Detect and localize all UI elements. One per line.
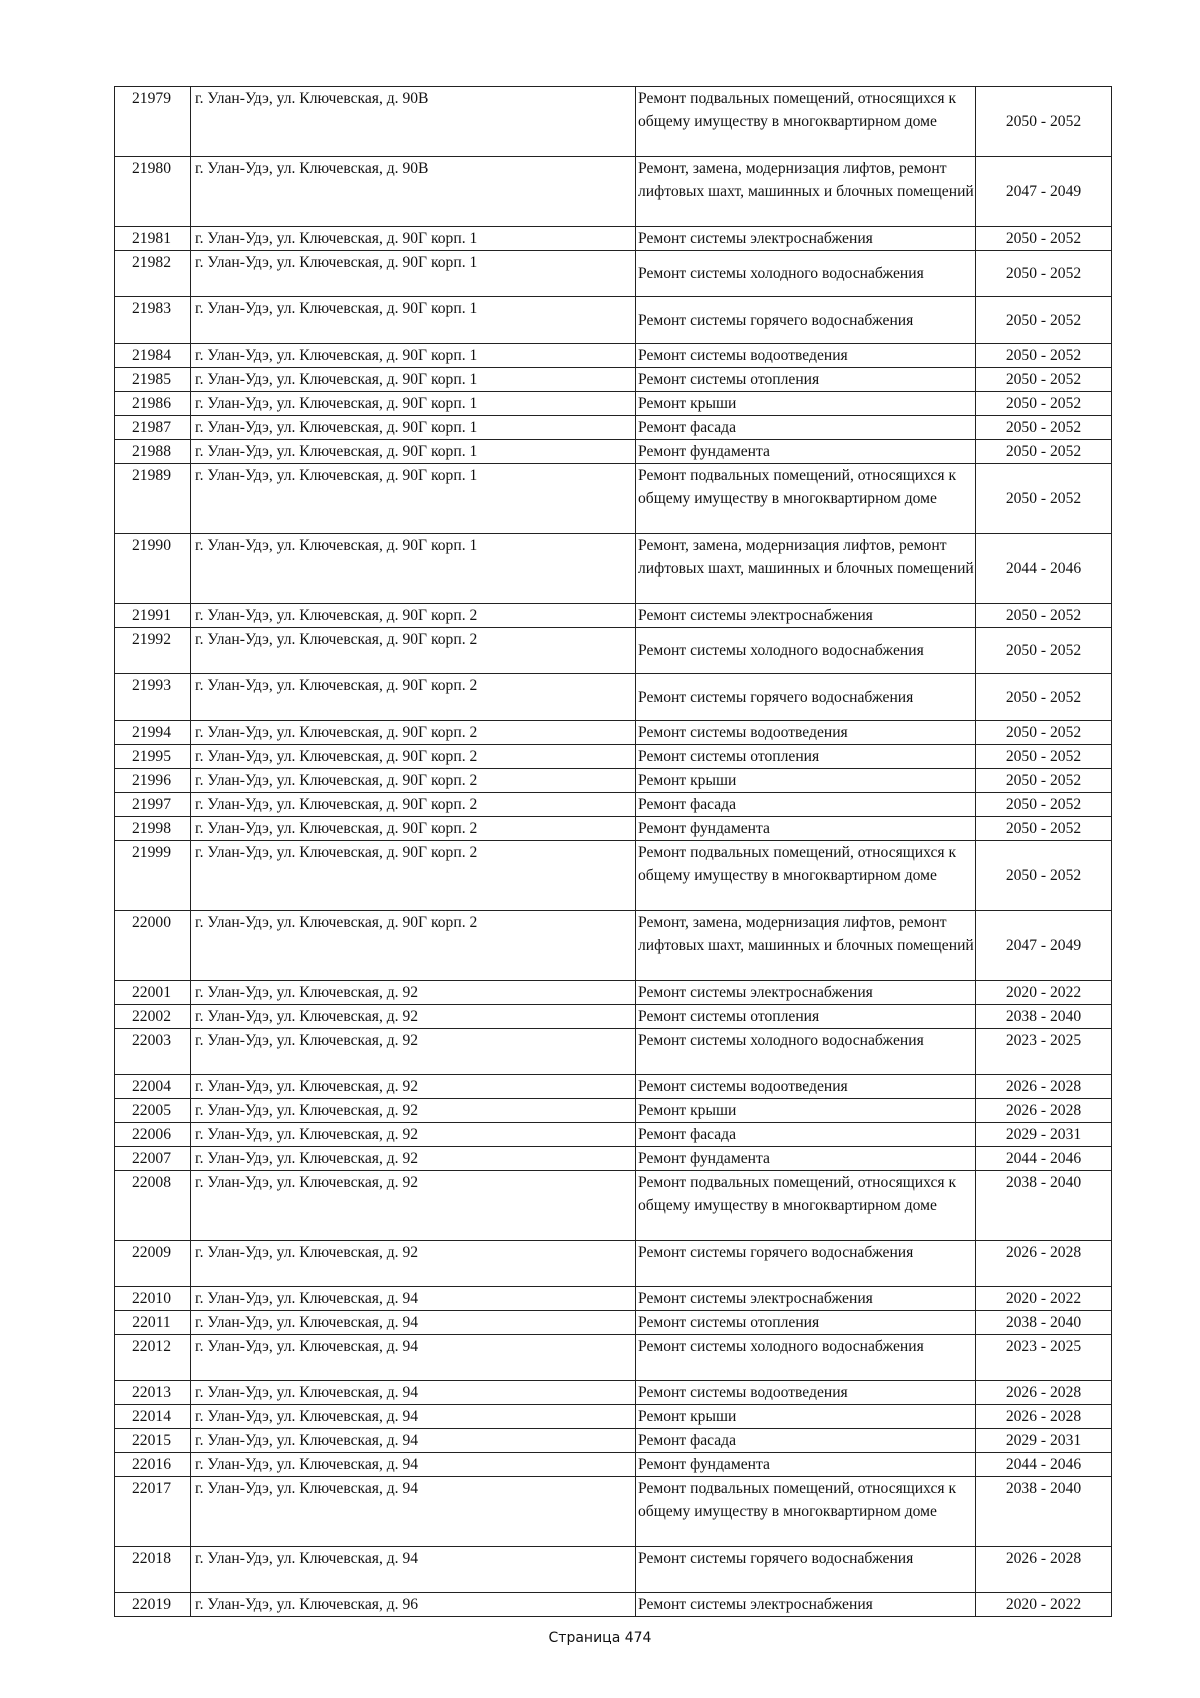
period-cell: 2050 - 2052: [976, 392, 1112, 416]
period-cell: 2050 - 2052: [976, 817, 1112, 841]
work-type-cell: Ремонт системы горячего водоснабжения: [636, 297, 976, 344]
work-type-cell: Ремонт подвальных помещений, относящихся к общему имуществу в многоквартирном доме: [636, 464, 976, 534]
row-number-cell: 21992: [115, 628, 191, 674]
period-cell: 2026 - 2028: [976, 1075, 1112, 1099]
period-cell: 2038 - 2040: [976, 1005, 1112, 1029]
work-type-cell: Ремонт системы холодного водоснабжения: [636, 1335, 976, 1381]
row-number-cell: 22014: [115, 1405, 191, 1429]
work-type-cell: Ремонт, замена, модернизация лифтов, ремонт лифтовых шахт, машинных и блочных помещений: [636, 534, 976, 604]
address-cell: г. Улан-Удэ, ул. Ключевская, д. 90Г корп. 2: [191, 745, 636, 769]
row-number-cell: 21982: [115, 251, 191, 297]
table-row: [115, 721, 1112, 745]
work-type-cell: Ремонт подвальных помещений, относящихся к общему имуществу в многоквартирном доме: [636, 87, 976, 157]
address-cell: г. Улан-Удэ, ул. Ключевская, д. 90Г корп. 2: [191, 841, 636, 911]
address-cell: г. Улан-Удэ, ул. Ключевская, д. 90Г корп. 2: [191, 793, 636, 817]
address-cell: г. Улан-Удэ, ул. Ключевская, д. 94: [191, 1477, 636, 1547]
period-cell: 2050 - 2052: [976, 793, 1112, 817]
period-cell: 2038 - 2040: [976, 1171, 1112, 1241]
work-type-cell: Ремонт фасада: [636, 793, 976, 817]
period-cell: 2050 - 2052: [976, 604, 1112, 628]
row-number-cell: 22007: [115, 1147, 191, 1171]
table-row: [115, 793, 1112, 817]
work-type-cell: Ремонт фундамента: [636, 817, 976, 841]
table-row: [115, 251, 1112, 297]
address-cell: г. Улан-Удэ, ул. Ключевская, д. 94: [191, 1311, 636, 1335]
address-cell: г. Улан-Удэ, ул. Ключевская, д. 90Г корп. 1: [191, 440, 636, 464]
period-cell: 2029 - 2031: [976, 1429, 1112, 1453]
address-cell: г. Улан-Удэ, ул. Ключевская, д. 90Г корп. 1: [191, 534, 636, 604]
address-cell: г. Улан-Удэ, ул. Ключевская, д. 90Г корп. 1: [191, 464, 636, 534]
work-type-cell: Ремонт системы водоотведения: [636, 721, 976, 745]
period-cell: 2026 - 2028: [976, 1405, 1112, 1429]
address-cell: г. Улан-Удэ, ул. Ключевская, д. 92: [191, 1075, 636, 1099]
work-type-cell: Ремонт фундамента: [636, 440, 976, 464]
period-cell: 2050 - 2052: [976, 674, 1112, 721]
table-row: [115, 344, 1112, 368]
table-row: [115, 1405, 1112, 1429]
table-row: [115, 227, 1112, 251]
address-cell: г. Улан-Удэ, ул. Ключевская, д. 94: [191, 1547, 636, 1593]
work-type-cell: Ремонт системы водоотведения: [636, 344, 976, 368]
row-number-cell: 21987: [115, 416, 191, 440]
work-type-cell: Ремонт системы водоотведения: [636, 1381, 976, 1405]
work-type-cell: Ремонт, замена, модернизация лифтов, ремонт лифтовых шахт, машинных и блочных помещений: [636, 911, 976, 981]
address-cell: г. Улан-Удэ, ул. Ключевская, д. 92: [191, 1147, 636, 1171]
period-cell: 2026 - 2028: [976, 1381, 1112, 1405]
work-type-cell: Ремонт подвальных помещений, относящихся к общему имуществу в многоквартирном доме: [636, 1171, 976, 1241]
works-table-body: [115, 87, 1112, 1617]
period-cell: 2020 - 2022: [976, 1287, 1112, 1311]
row-number-cell: 22001: [115, 981, 191, 1005]
period-cell: 2050 - 2052: [976, 416, 1112, 440]
work-type-cell: Ремонт системы электроснабжения: [636, 1593, 976, 1617]
work-type-cell: Ремонт системы горячего водоснабжения: [636, 674, 976, 721]
period-cell: 2023 - 2025: [976, 1335, 1112, 1381]
address-cell: г. Улан-Удэ, ул. Ключевская, д. 92: [191, 1005, 636, 1029]
row-number-cell: 22015: [115, 1429, 191, 1453]
work-type-cell: Ремонт системы водоотведения: [636, 1075, 976, 1099]
work-type-cell: Ремонт системы отопления: [636, 368, 976, 392]
table-row: [115, 416, 1112, 440]
address-cell: г. Улан-Удэ, ул. Ключевская, д. 90Г корп. 1: [191, 227, 636, 251]
table-row: [115, 1429, 1112, 1453]
table-row: [115, 745, 1112, 769]
table-row: [115, 1335, 1112, 1381]
work-type-cell: Ремонт, замена, модернизация лифтов, ремонт лифтовых шахт, машинных и блочных помещений: [636, 157, 976, 227]
address-cell: г. Улан-Удэ, ул. Ключевская, д. 92: [191, 1029, 636, 1075]
period-cell: 2050 - 2052: [976, 769, 1112, 793]
row-number-cell: 21995: [115, 745, 191, 769]
period-cell: 2050 - 2052: [976, 87, 1112, 157]
table-row: [115, 604, 1112, 628]
table-row: [115, 440, 1112, 464]
period-cell: 2050 - 2052: [976, 721, 1112, 745]
work-type-cell: Ремонт системы электроснабжения: [636, 227, 976, 251]
period-cell: 2050 - 2052: [976, 464, 1112, 534]
address-cell: г. Улан-Удэ, ул. Ключевская, д. 90Г корп. 1: [191, 392, 636, 416]
row-number-cell: 21997: [115, 793, 191, 817]
period-cell: 2050 - 2052: [976, 344, 1112, 368]
work-type-cell: Ремонт фасада: [636, 416, 976, 440]
address-cell: г. Улан-Удэ, ул. Ключевская, д. 94: [191, 1429, 636, 1453]
table-row: [115, 1123, 1112, 1147]
address-cell: г. Улан-Удэ, ул. Ключевская, д. 92: [191, 1241, 636, 1287]
table-row: [115, 1147, 1112, 1171]
address-cell: г. Улан-Удэ, ул. Ключевская, д. 90Г корп. 2: [191, 769, 636, 793]
row-number-cell: 22010: [115, 1287, 191, 1311]
row-number-cell: 21983: [115, 297, 191, 344]
table-row: [115, 1029, 1112, 1075]
row-number-cell: 21996: [115, 769, 191, 793]
address-cell: г. Улан-Удэ, ул. Ключевская, д. 94: [191, 1405, 636, 1429]
period-cell: 2023 - 2025: [976, 1029, 1112, 1075]
table-row: [115, 1287, 1112, 1311]
row-number-cell: 21989: [115, 464, 191, 534]
table-row: [115, 1005, 1112, 1029]
row-number-cell: 22011: [115, 1311, 191, 1335]
table-row: [115, 1099, 1112, 1123]
row-number-cell: 21985: [115, 368, 191, 392]
period-cell: 2044 - 2046: [976, 534, 1112, 604]
address-cell: г. Улан-Удэ, ул. Ключевская, д. 94: [191, 1287, 636, 1311]
table-row: [115, 1477, 1112, 1547]
period-cell: 2020 - 2022: [976, 981, 1112, 1005]
period-cell: 2047 - 2049: [976, 911, 1112, 981]
row-number-cell: 21988: [115, 440, 191, 464]
period-cell: 2050 - 2052: [976, 368, 1112, 392]
address-cell: г. Улан-Удэ, ул. Ключевская, д. 92: [191, 981, 636, 1005]
row-number-cell: 21993: [115, 674, 191, 721]
works-table: [114, 86, 1112, 1617]
period-cell: 2038 - 2040: [976, 1311, 1112, 1335]
row-number-cell: 22005: [115, 1099, 191, 1123]
address-cell: г. Улан-Удэ, ул. Ключевская, д. 90В: [191, 87, 636, 157]
work-type-cell: Ремонт системы холодного водоснабжения: [636, 1029, 976, 1075]
address-cell: г. Улан-Удэ, ул. Ключевская, д. 90Г корп. 2: [191, 721, 636, 745]
table-row: [115, 817, 1112, 841]
work-type-cell: Ремонт фундамента: [636, 1453, 976, 1477]
work-type-cell: Ремонт системы электроснабжения: [636, 1287, 976, 1311]
period-cell: 2026 - 2028: [976, 1099, 1112, 1123]
address-cell: г. Улан-Удэ, ул. Ключевская, д. 90Г корп. 1: [191, 297, 636, 344]
row-number-cell: 21986: [115, 392, 191, 416]
work-type-cell: Ремонт крыши: [636, 1405, 976, 1429]
table-row: [115, 1381, 1112, 1405]
table-row: [115, 534, 1112, 604]
work-type-cell: Ремонт системы отопления: [636, 745, 976, 769]
period-cell: 2026 - 2028: [976, 1241, 1112, 1287]
row-number-cell: 22019: [115, 1593, 191, 1617]
work-type-cell: Ремонт системы отопления: [636, 1005, 976, 1029]
table-row: [115, 157, 1112, 227]
period-cell: 2050 - 2052: [976, 745, 1112, 769]
work-type-cell: Ремонт крыши: [636, 769, 976, 793]
page-number: Страница 474: [548, 1630, 652, 1646]
work-type-cell: Ремонт подвальных помещений, относящихся к общему имуществу в многоквартирном доме: [636, 1477, 976, 1547]
table-row: [115, 392, 1112, 416]
table-row: [115, 981, 1112, 1005]
address-cell: г. Улан-Удэ, ул. Ключевская, д. 90В: [191, 157, 636, 227]
row-number-cell: 21981: [115, 227, 191, 251]
work-type-cell: Ремонт крыши: [636, 1099, 976, 1123]
row-number-cell: 21979: [115, 87, 191, 157]
address-cell: г. Улан-Удэ, ул. Ключевская, д. 94: [191, 1381, 636, 1405]
table-row: [115, 841, 1112, 911]
period-cell: 2029 - 2031: [976, 1123, 1112, 1147]
period-cell: 2050 - 2052: [976, 251, 1112, 297]
work-type-cell: Ремонт системы электроснабжения: [636, 604, 976, 628]
table-row: [115, 628, 1112, 674]
table-row: [115, 1241, 1112, 1287]
period-cell: 2047 - 2049: [976, 157, 1112, 227]
work-type-cell: Ремонт фасада: [636, 1123, 976, 1147]
row-number-cell: 21991: [115, 604, 191, 628]
period-cell: 2050 - 2052: [976, 227, 1112, 251]
row-number-cell: 21990: [115, 534, 191, 604]
table-row: [115, 1547, 1112, 1593]
table-row: [115, 911, 1112, 981]
address-cell: г. Улан-Удэ, ул. Ключевская, д. 92: [191, 1123, 636, 1147]
address-cell: г. Улан-Удэ, ул. Ключевская, д. 90Г корп. 2: [191, 628, 636, 674]
row-number-cell: 22006: [115, 1123, 191, 1147]
period-cell: 2050 - 2052: [976, 841, 1112, 911]
table-row: [115, 1311, 1112, 1335]
row-number-cell: 22002: [115, 1005, 191, 1029]
period-cell: 2026 - 2028: [976, 1547, 1112, 1593]
table-row: [115, 87, 1112, 157]
row-number-cell: 21984: [115, 344, 191, 368]
address-cell: г. Улан-Удэ, ул. Ключевская, д. 96: [191, 1593, 636, 1617]
table-row: [115, 464, 1112, 534]
address-cell: г. Улан-Удэ, ул. Ключевская, д. 92: [191, 1099, 636, 1123]
table-row: [115, 297, 1112, 344]
work-type-cell: Ремонт системы горячего водоснабжения: [636, 1547, 976, 1593]
address-cell: г. Улан-Удэ, ул. Ключевская, д. 90Г корп. 1: [191, 344, 636, 368]
row-number-cell: 22009: [115, 1241, 191, 1287]
row-number-cell: 21998: [115, 817, 191, 841]
work-type-cell: Ремонт фундамента: [636, 1147, 976, 1171]
work-type-cell: Ремонт системы электроснабжения: [636, 981, 976, 1005]
row-number-cell: 21999: [115, 841, 191, 911]
address-cell: г. Улан-Удэ, ул. Ключевская, д. 94: [191, 1335, 636, 1381]
row-number-cell: 22003: [115, 1029, 191, 1075]
period-cell: 2020 - 2022: [976, 1593, 1112, 1617]
address-cell: г. Улан-Удэ, ул. Ключевская, д. 90Г корп. 2: [191, 604, 636, 628]
table-row: [115, 1593, 1112, 1617]
address-cell: г. Улан-Удэ, ул. Ключевская, д. 90Г корп. 2: [191, 817, 636, 841]
period-cell: 2044 - 2046: [976, 1453, 1112, 1477]
table-row: [115, 1075, 1112, 1099]
table-row: [115, 1171, 1112, 1241]
work-type-cell: Ремонт крыши: [636, 392, 976, 416]
address-cell: г. Улан-Удэ, ул. Ключевская, д. 90Г корп. 2: [191, 674, 636, 721]
row-number-cell: 22017: [115, 1477, 191, 1547]
row-number-cell: 21994: [115, 721, 191, 745]
row-number-cell: 22012: [115, 1335, 191, 1381]
address-cell: г. Улан-Удэ, ул. Ключевская, д. 90Г корп. 2: [191, 911, 636, 981]
row-number-cell: 22004: [115, 1075, 191, 1099]
table-row: [115, 674, 1112, 721]
work-type-cell: Ремонт системы холодного водоснабжения: [636, 628, 976, 674]
address-cell: г. Улан-Удэ, ул. Ключевская, д. 90Г корп. 1: [191, 251, 636, 297]
work-type-cell: Ремонт системы горячего водоснабжения: [636, 1241, 976, 1287]
row-number-cell: 22013: [115, 1381, 191, 1405]
row-number-cell: 22016: [115, 1453, 191, 1477]
work-type-cell: Ремонт системы холодного водоснабжения: [636, 251, 976, 297]
period-cell: 2050 - 2052: [976, 297, 1112, 344]
period-cell: 2038 - 2040: [976, 1477, 1112, 1547]
address-cell: г. Улан-Удэ, ул. Ключевская, д. 90Г корп. 1: [191, 368, 636, 392]
row-number-cell: 22008: [115, 1171, 191, 1241]
table-row: [115, 769, 1112, 793]
address-cell: г. Улан-Удэ, ул. Ключевская, д. 94: [191, 1453, 636, 1477]
table-row: [115, 368, 1112, 392]
work-type-cell: Ремонт фасада: [636, 1429, 976, 1453]
work-type-cell: Ремонт системы отопления: [636, 1311, 976, 1335]
address-cell: г. Улан-Удэ, ул. Ключевская, д. 90Г корп. 1: [191, 416, 636, 440]
table-row: [115, 1453, 1112, 1477]
work-type-cell: Ремонт подвальных помещений, относящихся к общему имуществу в многоквартирном доме: [636, 841, 976, 911]
period-cell: 2050 - 2052: [976, 440, 1112, 464]
period-cell: 2044 - 2046: [976, 1147, 1112, 1171]
period-cell: 2050 - 2052: [976, 628, 1112, 674]
row-number-cell: 21980: [115, 157, 191, 227]
address-cell: г. Улан-Удэ, ул. Ключевская, д. 92: [191, 1171, 636, 1241]
row-number-cell: 22018: [115, 1547, 191, 1593]
row-number-cell: 22000: [115, 911, 191, 981]
